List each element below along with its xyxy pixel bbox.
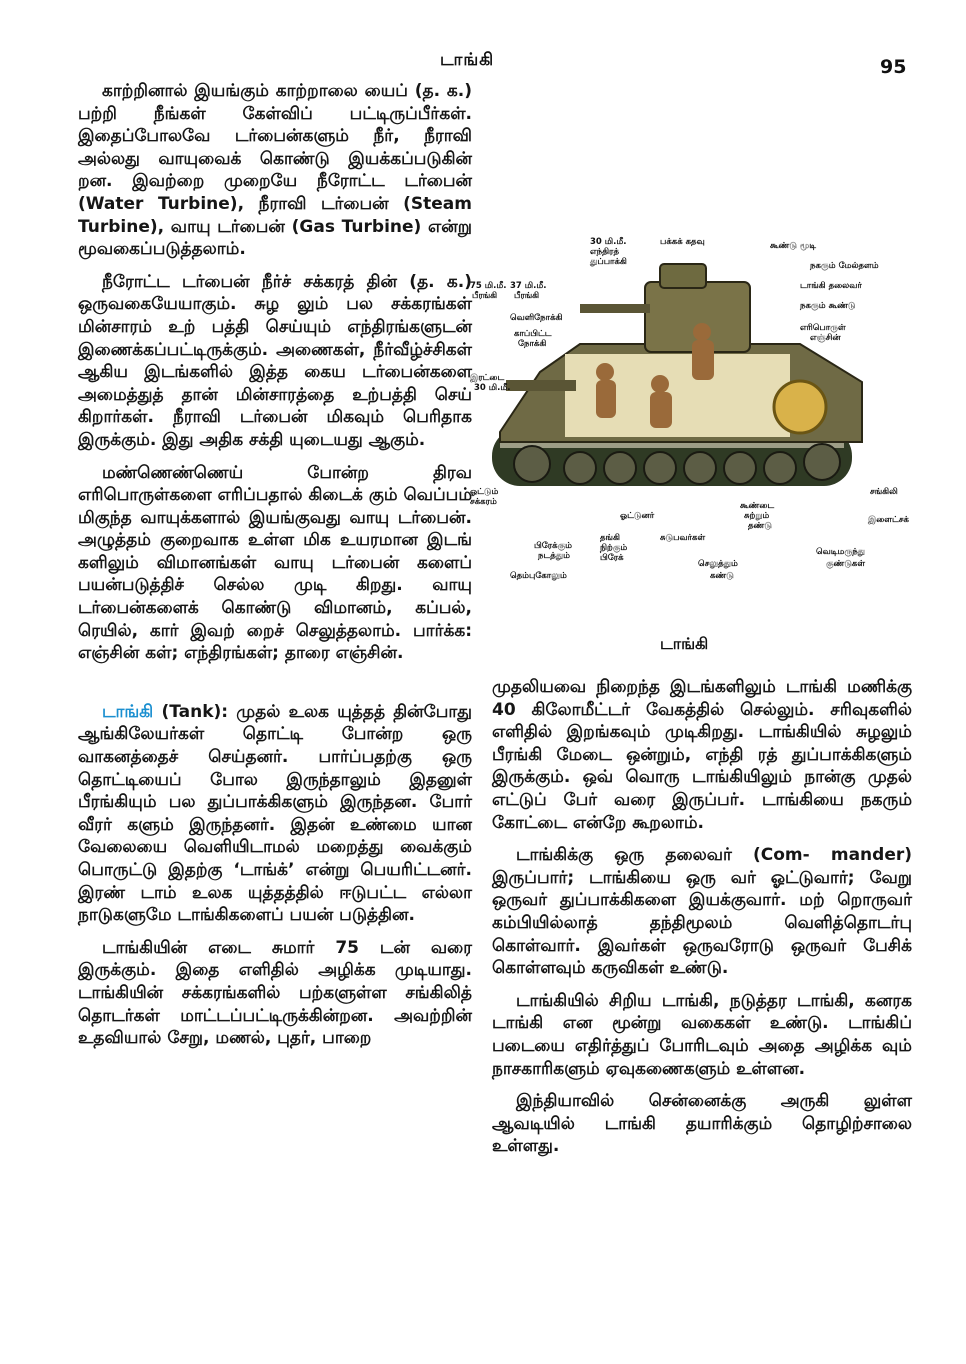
- label-chain: சங்கிலி: [870, 487, 898, 497]
- label-engine: எஞ்சின்: [810, 333, 841, 343]
- 37mm-gun-barrel: [580, 304, 650, 313]
- label-drive: ஓட்டும்: [470, 487, 499, 497]
- label-steering-2: கண்டு: [710, 571, 734, 581]
- tank-weight-paragraph: டாங்கியின் எடை சுமார் 75 டன் வரை இருக்கும். இதை எளிதில் அழிக்க முடியாது. டாங்கியின் சக்கரங்களில் பற்களுள்ள சங்கிலித் தொடர்கள் மாட்டப்பட்டிருக்கின்றன. அவற்றின் உதவியால் சேறு, மணல், புதர், பாறை: [78, 937, 472, 1049]
- water-turbine-paragraph: நீரோட்ட டர்பைன் நீர்ச் சக்கரத் தின் (த. க.) ஒருவகையேயாகும். சுழ லும் பல சக்கரங்கள் மின்சாரம் உற் பத்தி செய்யும் எந்திரங்களுடன் இணைக்கப்பட்டிருக்கும். அணைகள், நீர்வீழ்ச்சிகள் ஆகிய இடங்களில் இத்த கைய டர்பைன்களை அமைத்துத் தான் மின்சாரத்தை உற்பத்தி செய் கிறார்கள். நீராவி டர்பைன் மிகவும் பெரிதாக இருக்கும். இது அதிக சக்தி யுடையது ஆகும்.: [78, 271, 472, 450]
- label-ammo-2: குண்டுகள்: [826, 559, 866, 569]
- label-turret-ring: கூண்டை: [740, 501, 775, 511]
- turbine-intro-paragraph: காற்றினால் இயங்கும் காற்றாலை யைப் (த. க.) பற்றி நீங்கள் கேள்விப் பட்டிருப்பீர்கள். இதைப்போலவே டர்பைன்களும் நீர், நீராவி அல்லது வாயுவைக் கொண்டு இயக்கப்படுகின் றன. இவற்றை முறையே நீரோட்ட டர்பைன் (Water Turbine), நீராவி டர்பைன் (Steam Turbine), வாயு டர்பைன் (Gas Turbine) என்று மூவகைப்படுத்தலாம்.: [78, 81, 472, 260]
- label-moving-deck: நகரும் மேல்தளம்: [810, 261, 879, 271]
- label-turret-lid: கூண்டு மூடி: [770, 241, 817, 251]
- tank-speed-paragraph: முதலியவை நிறைந்த இடங்களிலும் டாங்கி மணிக்கு 40 கிலோமீட்டர் வேகத்தில் செல்லும். சரிவுகளில் எளிதில் இறங்கவும் முடிகிறது. டாங்கியில் சுழலும் பீரங்கி மேடை ஒன்றும், எந்தி ரத் துப்பாக்கிகளும் இருக்கும். ஒவ் வொரு டாங்கியிலும் நான்கு முதல் எட்டுப் பேர் வரை இருப்பர். டாங்கியை நகரும் கோட்டை என்றே கூறலாம்.: [492, 677, 912, 833]
- tank-diagram: [470, 232, 910, 592]
- label-turret-ring-3: தண்டு: [748, 521, 772, 531]
- label-periscope: வெளிநோக்கி: [510, 313, 563, 323]
- label-37mm-gun: பீரங்கி: [514, 291, 540, 301]
- label-twin-30mm: 30 மி.மீ.: [474, 383, 511, 393]
- gas-turbine-paragraph: மண்ணெண்ணெய் போன்ற திரவ எரிபொருள்களை எரிப்பதால் கிடைக் கும் வெப்பம் மிகுந்த வாயுக்களால் இயங்குவது வாயு டர்பைன். அழுத்தம் குறைவாக உள்ள மிக உயரமான இடங் களிலும் விமானங்கள் வாயு டர்பைன் களைப் பயன்படுத்திச் செல்ல முடி கிறது. வாயு டர்பைன்களைக் கொண்டு விமானம், கப்பல், ரெயில், கார் இவற் றைச் செலுத்தலாம். பார்க்க: எஞ்சின் கள்; எந்திரங்கள்; தாரை எஞ்சின்.: [78, 462, 472, 664]
- label-parking-brake: பிரேக்: [600, 553, 624, 563]
- label-gunners: சுடுபவர்கள்: [660, 533, 706, 543]
- tank-crew-paragraph: டாங்கிக்கு ஒரு தலைவர் (Com- mander) இருப்பார்; டாங்கியை ஒரு வர் ஓட்டுவார்; வேறு ஒருவர் துப்பாக்கிகளை இயக்குவார். மற் றொருவர் கம்பியில்லாத் தந்திமூலம் வெளித்தொடர்பு கொள்வார். இவர்கள் ஒருவரோடு ஒருவர் பேசிக் கொள்ளவும் கருவிகள் உண்டு.: [492, 845, 912, 979]
- running-title: டாங்கி: [440, 50, 495, 70]
- label-ammo: வெடிமருந்து: [816, 547, 866, 557]
- label-75mm-gun: பீரங்கி: [472, 291, 498, 301]
- label-moving-turret: நகரும் கூண்டு: [800, 301, 856, 311]
- tank-types-paragraph: டாங்கியில் சிறிய டாங்கி, நடுத்தர டாங்கி, கனரக டாங்கி என மூன்று வகைகள் உண்டு. டாங்கிப் படையை எதிர்த்துப் போரிடவும் அதை அழிக்க வும் நாசகாரிகளும் ஏவுகணைகளும் உள்ளன.: [492, 990, 912, 1079]
- label-30mm-mg-3: துப்பாக்கி: [590, 257, 627, 267]
- label-tank-commander: டாங்கி தலைவர்: [800, 281, 862, 291]
- label-37mm: 37 மி.மீ.: [510, 281, 547, 291]
- label-brake-2: நடத்தும்: [538, 551, 570, 561]
- label-30mm-mg-2: எந்திரத்: [590, 247, 619, 257]
- label-idler: இளைட்சக்: [868, 515, 909, 525]
- label-sight: நோக்கி: [518, 339, 547, 349]
- label-drive-wheel: சக்கரம்: [470, 497, 497, 507]
- label-fuel: எரிபொருள்: [800, 323, 846, 333]
- left-column: [78, 80, 472, 1060]
- tank-entry-text: (Tank): முதல் உலக யுத்தத் தின்போது ஆங்கிலேயர்கள் தொட்டி போன்ற ஒரு வாகனத்தைச் செய்தனர். பார்ப்பதற்கு ஒரு தொட்டியைப் போல இருந்தாலும் இதனுள் பீரங்கியும் பல துப்பாக்கிகளும் இருந்தன. போர் வீரர் களும் இருந்தனர். இதன் உண்மை யான வேலையை வெளியிடாமல் மறைத்து வைக்கும் பொருட்டு இதற்கு ‘டாங்க்’ என்று பெயரிட்டனர். இரண் டாம் உலக யுத்தத்தில் ஈடுபட்ட எல்லா நாடுகளுமே டாங்கிகளைப் பயன் படுத்தின.: [78, 701, 472, 926]
- entry-spacer: [78, 675, 472, 701]
- tank-entry-paragraph: [78, 701, 472, 927]
- label-turret-ring-2: சுற்றும்: [744, 511, 770, 521]
- 75mm-gun-barrel: [506, 380, 576, 391]
- label-parking-2: நிற்கும்: [600, 543, 628, 553]
- label-twin: இரட்டை: [470, 373, 505, 383]
- label-steering: செலுத்தும்: [698, 559, 738, 569]
- entry-heading-tank: டாங்கி: [102, 701, 154, 722]
- label-driver: ஓட்டுனர்: [620, 511, 655, 521]
- cupola: [660, 264, 706, 288]
- figure-caption: டாங்கி: [660, 634, 709, 653]
- engine: [774, 381, 826, 433]
- label-brake-lever: தெம்புகோலும்: [510, 571, 567, 581]
- label-side-door: பக்கக் கதவு: [660, 237, 705, 247]
- label-protected: காப்பிட்ட: [514, 329, 552, 339]
- tank-factory-paragraph: இந்தியாவில் சென்னைக்கு அருகி லுள்ள ஆவடியில் டாங்கி தயாரிக்கும் தொழிற்சாலை உள்ளது.: [492, 1091, 912, 1157]
- page-number: 95: [880, 56, 907, 78]
- label-75mm: 75 மி.மீ.: [470, 281, 507, 291]
- label-parking: தங்கி: [600, 533, 620, 543]
- label-30mm-mg: 30 மி.மீ.: [590, 237, 627, 247]
- right-column: [492, 676, 912, 1168]
- tank-cutaway-illustration: [470, 232, 910, 592]
- label-brake: பிரேக்கும்: [534, 541, 572, 551]
